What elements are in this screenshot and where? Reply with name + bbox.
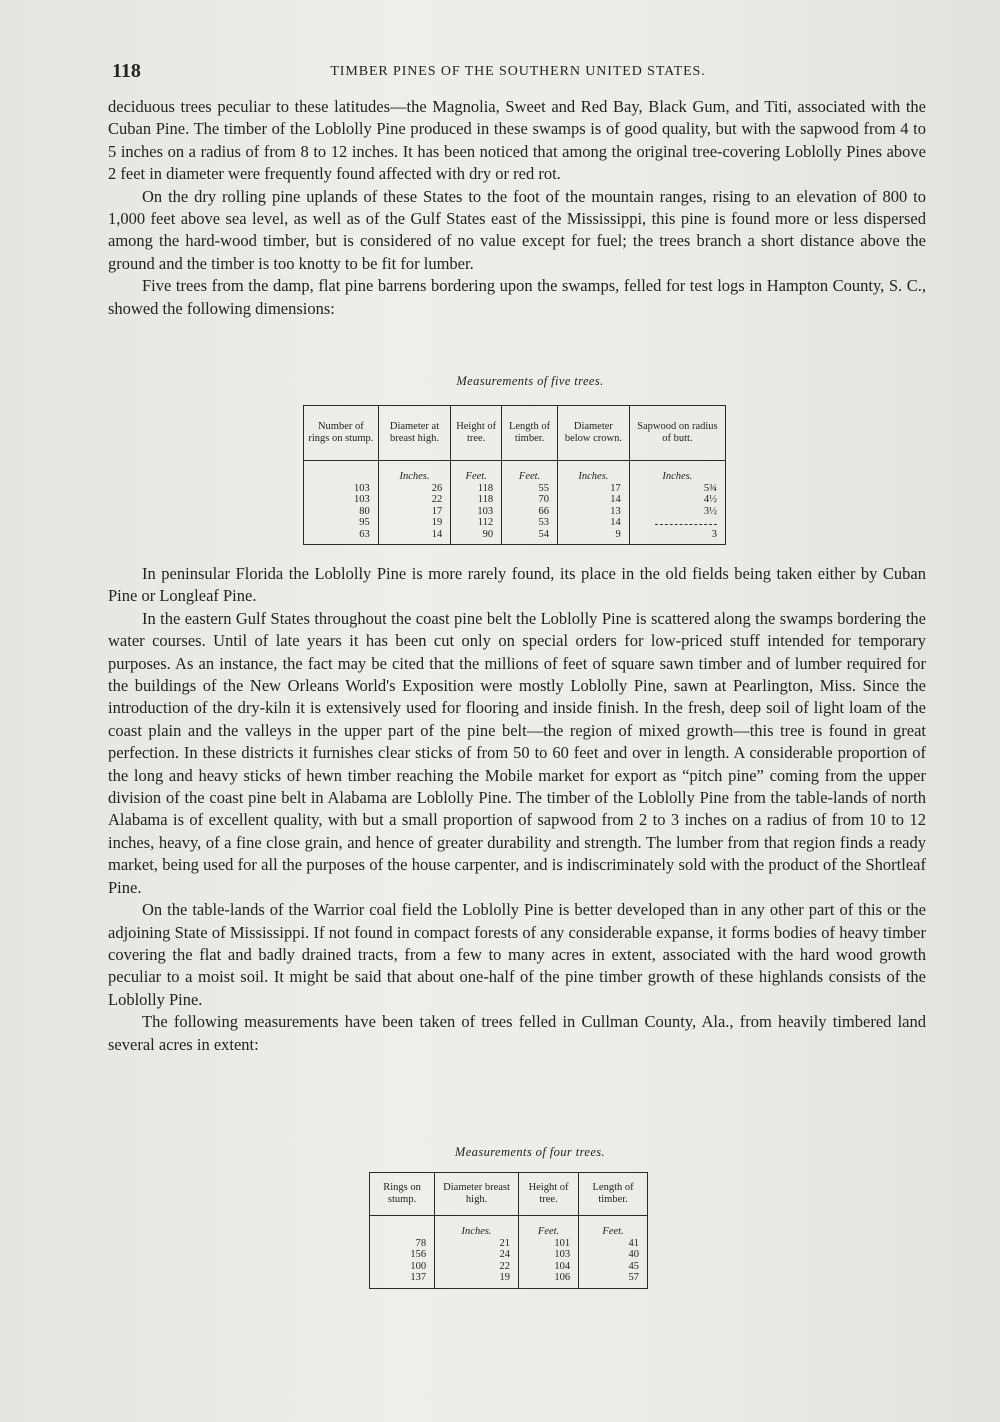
table-cell: 40: [579, 1249, 648, 1261]
unit-cell: Feet.: [579, 1216, 648, 1238]
unit-cell: Inches.: [629, 461, 725, 483]
measurements-table-five-trees: [303, 405, 726, 545]
column-header: Sapwood on radius of butt.: [629, 406, 725, 461]
table-cell: 80: [304, 506, 379, 518]
paragraph: On the dry rolling pine uplands of these States to the foot of the mountain ranges, rising to an elevation of 800 to 1,000 feet above sea level, as well as of the Gulf States east of the Mississippi, this pine is found more or less dispersed among the hard-wood timber, but is considered of no value except for fuel; the trees branch a short distance above the ground and the timber is too knotty to be fit for lumber.: [108, 186, 926, 273]
table-cell: 103: [518, 1249, 578, 1261]
table-caption: Measurements of four trees.: [454, 1145, 606, 1159]
table-cell: 101: [518, 1238, 578, 1250]
table-cell: 54: [502, 529, 558, 545]
table-cell: 53: [502, 517, 558, 529]
measurements-table-four-trees: [369, 1172, 648, 1289]
text-block-top: [108, 96, 926, 320]
table-cell: 104: [518, 1261, 578, 1273]
units-row: [370, 1216, 648, 1238]
table-cell: 95: [304, 517, 379, 529]
table-cell: 26: [378, 483, 451, 495]
table-cell: 118: [451, 483, 502, 495]
table-row: [304, 494, 726, 506]
unit-cell: Inches.: [558, 461, 630, 483]
paragraph: In the eastern Gulf States throughout the coast pine belt the Loblolly Pine is scattered along the swamps bordering the water courses. Until of late years it has been cut only on special orders for low-priced stuff intended for temporary purposes. As an instance, the fact may be cited that the millions of feet of square sawn timber and of lumber required for the buildings of the New Orleans World's Exposition were mostly Loblolly Pine, sawn at Pearlington, Miss. Since the introduction of the dry-kiln it is extensively used for flooring and inside finish. In the fresh, deep soil of light loam of the coast plain and the valleys in the upper part of the pine belt—the region of mixed growth—this tree is found in great perfection. In these districts it furnishes clear sticks of from 50 to 60 feet and over in length. A considerable proportion of the long and heavy sticks of hewn timber reaching the Mobile market for export as “pitch pine” coming from the upper division of the coast pine belt in Alabama are Loblolly Pine. The timber of the Loblolly Pine from the table-lands of north Alabama is of excellent quality, with but a small proportion of sapwood from 2 to 3 inches on a radius of from 10 to 12 inches, heavy, of a fine close grain, and hence of greater durability and strength. The lumber from that region finds a ready market, being used for all the purposes of the house carpenter, and is indiscriminately sold with the product of the Shortleaf Pine.: [108, 608, 926, 897]
table-row: [304, 517, 726, 529]
paragraph: In peninsular Florida the Loblolly Pine is more rarely found, its place in the old fields being taken either by Cuban Pine or Longleaf Pine.: [108, 564, 926, 606]
table-row: [370, 1249, 648, 1261]
paragraph: On the table-lands of the Warrior coal field the Loblolly Pine is better developed than in any other part of this or the adjoining State of Mississippi. If not found in compact forests of any considerable expanse, it forms bodies of heavy timber covering the flat and badly drained tracts, from a few to many acres in extent, associated with the hard wood growth peculiar to a moist soil. It might be said that about one-half of the pine timber growth of these highlands consists of the Loblolly Pine.: [108, 900, 926, 1009]
table-cell: 19: [378, 517, 451, 529]
table-cell: 4½: [629, 494, 725, 506]
unit-cell: Feet.: [451, 461, 502, 483]
dotted-leader: [655, 524, 717, 525]
table-cell: 41: [579, 1238, 648, 1250]
table-cell: 106: [518, 1272, 578, 1288]
page-number: 118: [112, 60, 141, 82]
table-row: [370, 1238, 648, 1250]
table-cell: 70: [502, 494, 558, 506]
table-cell: 17: [558, 483, 630, 495]
table-cell: 156: [370, 1249, 435, 1261]
table-row: [304, 483, 726, 495]
table-cell: 55: [502, 483, 558, 495]
paragraph: The following measurements have been taken of trees felled in Cullman County, Ala., from heavily timbered land several acres in extent:: [108, 1012, 926, 1054]
column-header: Height of tree.: [451, 406, 502, 461]
units-row: [304, 461, 726, 483]
table-cell: 90: [451, 529, 502, 545]
table-cell: 45: [579, 1261, 648, 1273]
table-cell: 78: [370, 1238, 435, 1250]
table-cell: 3½: [629, 506, 725, 518]
table-cell: 118: [451, 494, 502, 506]
table-cell: 137: [370, 1272, 435, 1288]
column-header: Height of tree.: [518, 1173, 578, 1216]
column-header: Diameter breast high.: [435, 1173, 519, 1216]
table-cell: 24: [435, 1249, 519, 1261]
column-header: Length of timber.: [579, 1173, 648, 1216]
table-row: [304, 506, 726, 518]
table-cell: 9: [558, 529, 630, 545]
unit-cell: Feet.: [518, 1216, 578, 1238]
table-cell: 17: [378, 506, 451, 518]
column-header: Length of timber.: [502, 406, 558, 461]
table-row: [370, 1261, 648, 1273]
table-cell: 22: [378, 494, 451, 506]
unit-cell: [304, 461, 379, 483]
table-cell: 112: [451, 517, 502, 529]
page-header: [112, 60, 924, 86]
table-cell-dotted: [629, 517, 725, 529]
table-row: [304, 529, 726, 545]
paragraph: deciduous trees peculiar to these latitudes—the Magnolia, Sweet and Red Bay, Black Gum, and Titi, associated with the Cuban Pine. The timber of the Loblolly Pine produced in these swamps is of good quality, but with the sapwood from 4 to 5 inches on a radius of from 8 to 12 inches. It has been noticed that among the original tree-covering Loblolly Pines above 2 feet in diameter were frequently found affected with dry or red rot.: [108, 97, 926, 184]
table-cell: 14: [558, 494, 630, 506]
column-header: Rings on stump.: [370, 1173, 435, 1216]
column-header: Number of rings on stump.: [304, 406, 379, 461]
table-cell: 103: [304, 483, 379, 495]
table-cell: 100: [370, 1261, 435, 1273]
table-cell: 103: [304, 494, 379, 506]
table-cell: 3: [629, 529, 725, 545]
column-header: Diameter below crown.: [558, 406, 630, 461]
unit-cell: Inches.: [378, 461, 451, 483]
column-header: Diameter at breast high.: [378, 406, 451, 461]
table-cell: 5¾: [629, 483, 725, 495]
table-cell: 13: [558, 506, 630, 518]
unit-cell: Inches.: [435, 1216, 519, 1238]
table-cell: 19: [435, 1272, 519, 1288]
table-cell: 14: [378, 529, 451, 545]
paragraph: Five trees from the damp, flat pine barrens bordering upon the swamps, felled for test logs in Hampton County, S. C., showed the following dimensions:: [108, 276, 926, 318]
table-cell: 14: [558, 517, 630, 529]
running-title: TIMBER PINES OF THE SOUTHERN UNITED STATES.: [330, 64, 706, 79]
table-cell: 63: [304, 529, 379, 545]
table-cell: 57: [579, 1272, 648, 1288]
text-block-bottom: [108, 563, 926, 1056]
unit-cell: [370, 1216, 435, 1238]
table-cell: 66: [502, 506, 558, 518]
table-caption: Measurements of five trees.: [456, 374, 604, 388]
table-cell: 21: [435, 1238, 519, 1250]
table-cell: 22: [435, 1261, 519, 1273]
unit-cell: Feet.: [502, 461, 558, 483]
table-row: [370, 1272, 648, 1288]
table-cell: 103: [451, 506, 502, 518]
